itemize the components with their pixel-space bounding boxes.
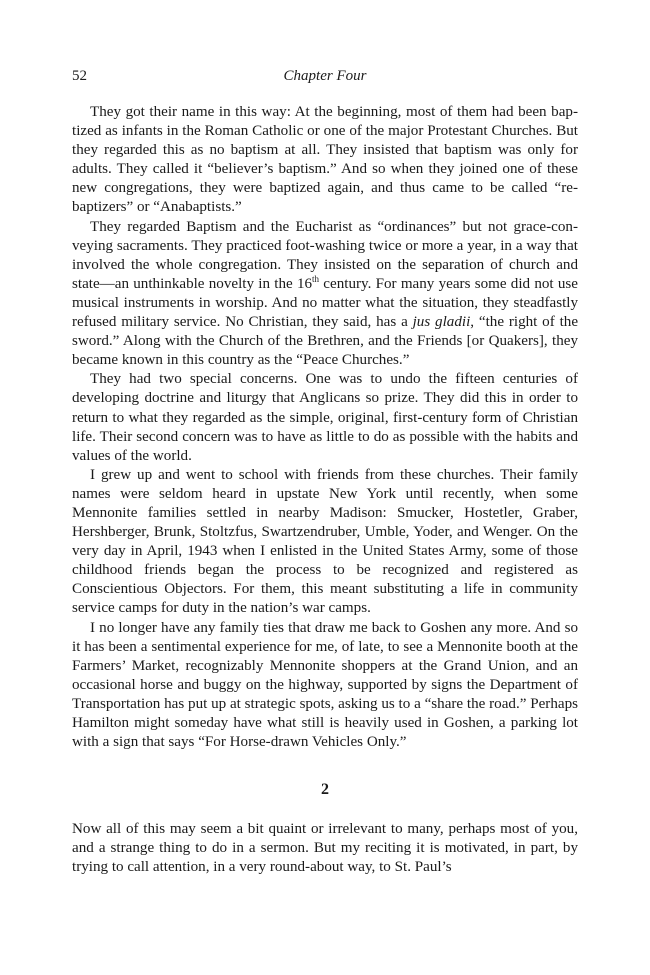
- paragraph-childhood-friends: I grew up and went to school with friends from these churches. Their family names were seldom heard in upstate New York until recently, when some Mennonite families settled in nearby Madison: Smucker, Hostetler, Graber, Hershberger, Brunk, Stoltzfus, Swartzendruber, Umble, Yoder, and Wenger. On the very day in April, 1943 when I enlisted in the United States Army, some of those childhood friends began the process to be recognized and registered as Conscientious Objectors. For them, this meant substituting a life in community service camps for duty in the nation’s war camps.: [72, 466, 578, 617]
- paragraph-goshen: I no longer have any family ties that draw me back to Goshen any more. And so it has been a sentimental experience for me, of late, to see a Mennonite booth at the Farmers’ Market, recognizably Mennonite shoppers at the Grand Union, and an occasional horse and buggy on the highway, supported by signs the Department of Transportation has put up at strategic spots, asking us to a “share the road.” Perhaps Hamilton might someday have what still is heavily used in Goshen, a parking lot with a sign that says “For Horse-drawn Vehicles Only.”: [72, 619, 578, 751]
- paragraph-ordinances: [72, 218, 578, 371]
- latin-term: jus gladii: [412, 314, 471, 331]
- paragraph-two-concerns: They had two special concerns. One was to undo the fifteen centuries of developing doctrine and liturgy that Anglicans so prize. They did this in order to return to what they regarded as the simple, original, first-century form of Christian life. Their second concern was to have as little to do as possible with the habits and values of the world.: [72, 371, 578, 464]
- body-text: [72, 103, 578, 752]
- paragraph-anabaptist-name: They got their name in this way: At the beginning, most of them had been baptized as infants in the Roman Catholic or one of the major Protestant Churches. But they regarded this as no baptism at all. They insisted that baptism was only for adults. They called it “believer’s baptism.” And so when they joined one of these new congregations, they were baptized again, and thus came to be called “re-baptizers” or “Anabaptists.”: [72, 104, 578, 216]
- paragraph-ordinances-text-cont: century. For many years some did not use musical instruments in worship. And no matter what the situation, they steadfastly refused military service. No Christian, they said, has a: [72, 275, 578, 331]
- paragraph-section-two: Now all of this may seem a bit quaint or irrelevant to many, perhaps most of you, and a strange thing to do in a sermon. But my reciting it is motivated, in part, by trying to call attention, in a very round-about way, to St. Paul’s: [72, 821, 578, 876]
- page-header: [72, 68, 578, 88]
- paragraph-ordinances-text-end: , “the right of the sword.” Along with the Church of the Brethren, and the Friends [or Quakers], they became known in this country as the “Peace Churches.”: [72, 314, 579, 369]
- paragraph-ordinances-text: They regarded Baptism and the Eucharist as “ordinances” but not grace-conveying sacraments. They practiced foot-washing twice or more a year, in a way that involved the whole congregation. They insisted on the separation of church and state—an unthinkable novelty in the 16: [72, 218, 578, 292]
- running-head: Chapter Four: [283, 68, 367, 84]
- ordinal-superscript: th: [312, 273, 320, 284]
- page-number: 52: [72, 68, 87, 84]
- section-body-text: [72, 820, 578, 877]
- section-number: 2: [321, 781, 329, 798]
